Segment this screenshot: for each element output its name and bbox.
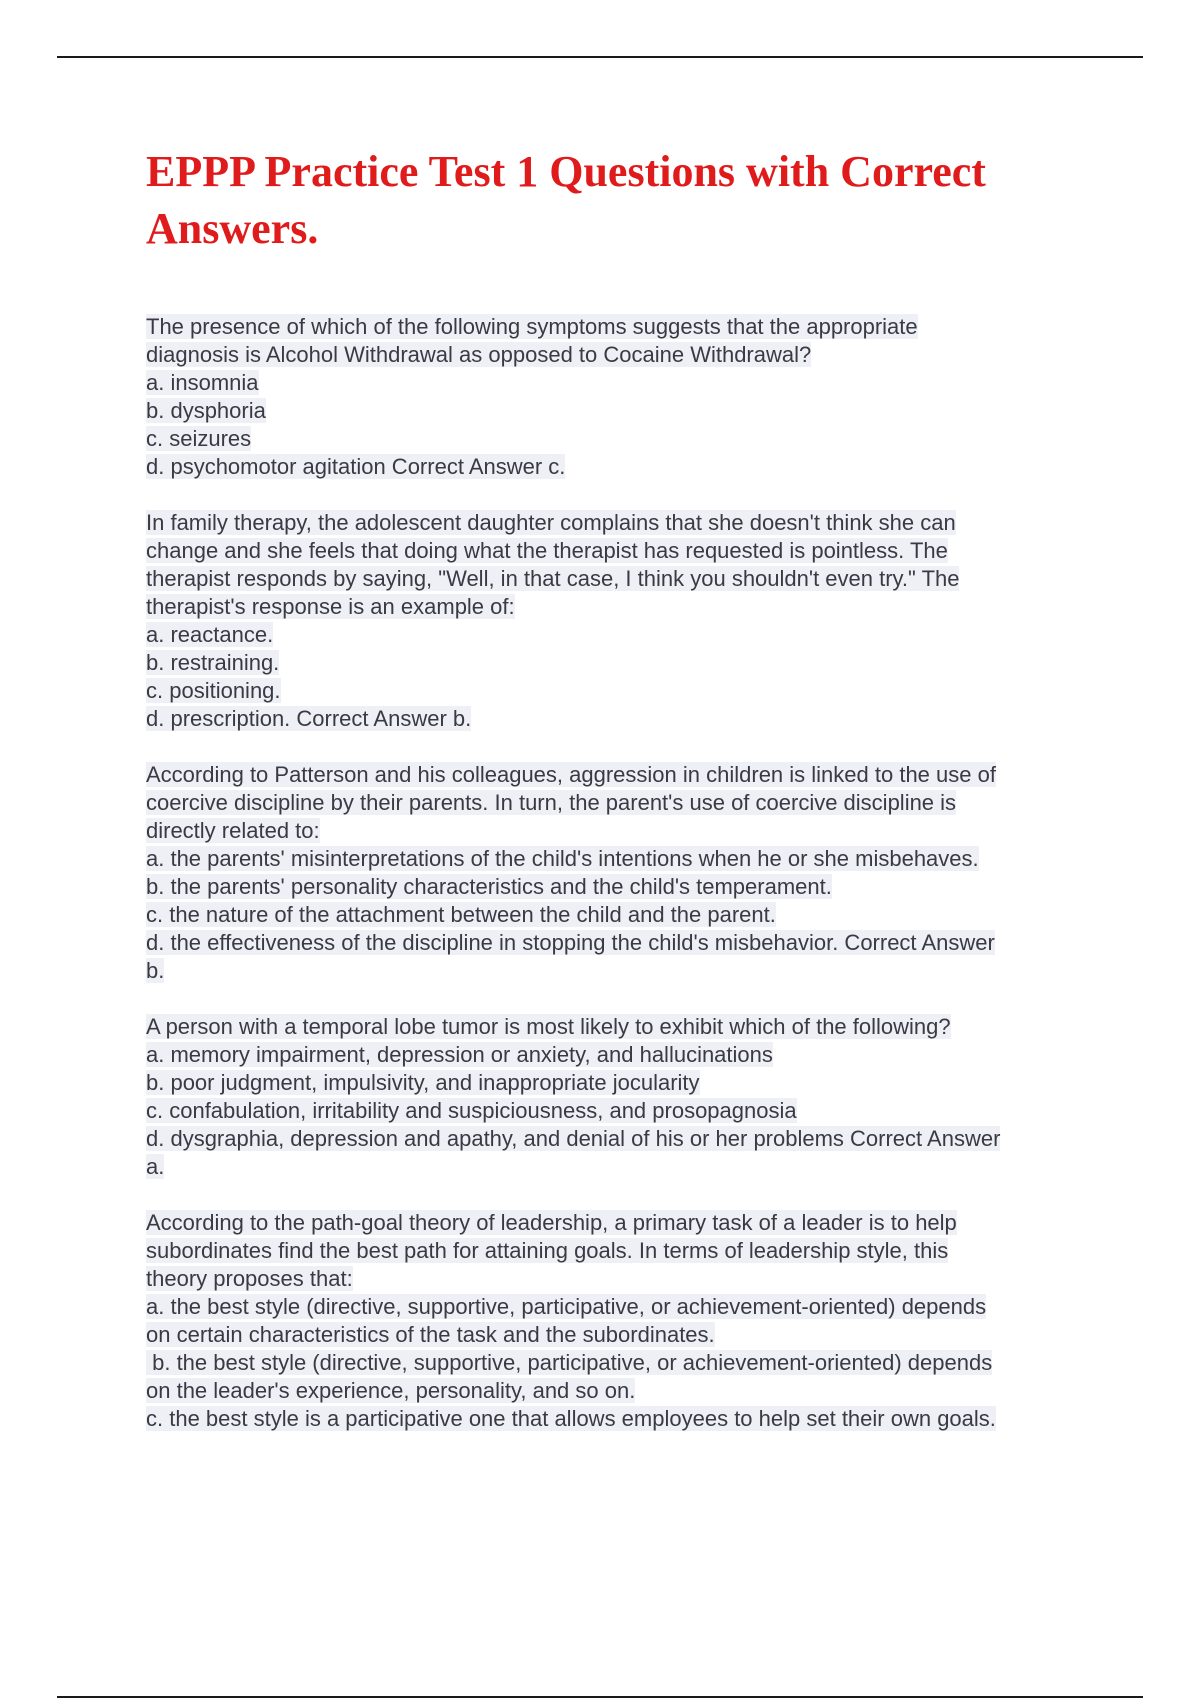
- question-block: [146, 509, 1091, 733]
- title-line: Answers.: [146, 204, 319, 253]
- answer-option: d. the effectiveness of the discipline in stopping the child's misbehavior. Correct Answer: [146, 930, 995, 955]
- page-title: [146, 143, 1086, 257]
- answer-option: a. insomnia: [146, 370, 259, 395]
- question-list: [146, 313, 1091, 1461]
- answer-option: on certain characteristics of the task and the subordinates.: [146, 1322, 715, 1347]
- question-line: subordinates find the best path for attaining goals. In terms of leadership style, this: [146, 1238, 949, 1263]
- answer-option: b. restraining.: [146, 650, 280, 675]
- question-line: directly related to:: [146, 818, 320, 843]
- question-line: therapist responds by saying, "Well, in that case, I think you shouldn't even try." The: [146, 566, 960, 591]
- header-rule: [57, 56, 1143, 58]
- answer-option: d. dysgraphia, depression and apathy, and denial of his or her problems Correct Answer: [146, 1126, 1001, 1151]
- answer-option: b. the parents' personality characteristics and the child's temperament.: [146, 874, 832, 899]
- answer-option: c. the nature of the attachment between the child and the parent.: [146, 902, 776, 927]
- question-block: [146, 1013, 1091, 1181]
- question-block: [146, 313, 1091, 481]
- question-line: A person with a temporal lobe tumor is most likely to exhibit which of the following?: [146, 1014, 951, 1039]
- answer-option: b. poor judgment, impulsivity, and inappropriate jocularity: [146, 1070, 700, 1095]
- question-line: According to Patterson and his colleagues, aggression in children is linked to the use of: [146, 762, 996, 787]
- answer-option: b.: [146, 958, 165, 983]
- answer-option: c. the best style is a participative one that allows employees to help set their own goals.: [146, 1406, 996, 1431]
- answer-option: a. the parents' misinterpretations of the child's intentions when he or she misbehaves.: [146, 846, 979, 871]
- answer-option: c. positioning.: [146, 678, 281, 703]
- question-line: change and she feels that doing what the therapist has requested is pointless. The: [146, 538, 948, 563]
- question-line: coercive discipline by their parents. In turn, the parent's use of coercive discipline is: [146, 790, 957, 815]
- question-block: [146, 1209, 1091, 1433]
- answer-option: b. dysphoria: [146, 398, 266, 423]
- answer-option: a. the best style (directive, supportive, participative, or achievement-oriented) depends: [146, 1294, 987, 1319]
- title-line: EPPP Practice Test 1 Questions with Correct: [146, 147, 986, 196]
- answer-option: c. seizures: [146, 426, 252, 451]
- answer-option: a. memory impairment, depression or anxiety, and hallucinations: [146, 1042, 773, 1067]
- answer-option: a.: [146, 1154, 165, 1179]
- question-line: In family therapy, the adolescent daughter complains that she doesn't think she can: [146, 510, 956, 535]
- answer-option: d. prescription. Correct Answer b.: [146, 706, 472, 731]
- answer-option: on the leader's experience, personality, and so on.: [146, 1378, 636, 1403]
- question-block: [146, 761, 1091, 985]
- footer-rule: [57, 1696, 1143, 1698]
- question-line: therapist's response is an example of:: [146, 594, 515, 619]
- question-line: According to the path-goal theory of leadership, a primary task of a leader is to help: [146, 1210, 957, 1235]
- answer-option: a. reactance.: [146, 622, 274, 647]
- question-line: diagnosis is Alcohol Withdrawal as opposed to Cocaine Withdrawal?: [146, 342, 812, 367]
- answer-option: c. confabulation, irritability and suspiciousness, and prosopagnosia: [146, 1098, 797, 1123]
- question-line: The presence of which of the following symptoms suggests that the appropriate: [146, 314, 918, 339]
- answer-option: b. the best style (directive, supportive, participative, or achievement-oriented) depends: [146, 1350, 993, 1375]
- question-line: theory proposes that:: [146, 1266, 353, 1291]
- answer-option: d. psychomotor agitation Correct Answer c.: [146, 454, 566, 479]
